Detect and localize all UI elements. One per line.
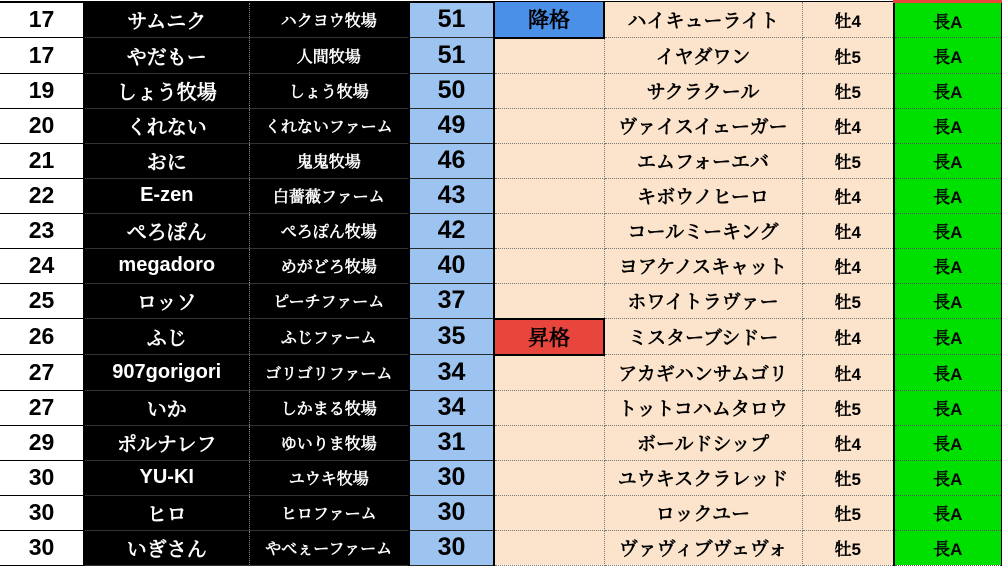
sex-age-cell: 牡5 — [802, 283, 894, 319]
sex-age-cell: 牡5 — [802, 73, 894, 108]
movement-cell — [494, 283, 604, 319]
sex-age-cell: 牡5 — [802, 38, 894, 74]
horse-name-cell: ボールドシップ — [604, 425, 802, 460]
farm-cell: 鬼鬼牧場 — [249, 143, 409, 178]
distance-aptitude-cell: 長A — [894, 390, 1001, 425]
sex-age-cell: 牡5 — [802, 143, 894, 178]
horse-name-cell: コールミーキング — [604, 213, 802, 248]
horse-name-cell: エムフォーエバ — [604, 143, 802, 178]
sex-age-cell: 牡5 — [802, 530, 894, 565]
rank-cell: 27 — [0, 355, 84, 391]
owner-cell: ヒロ — [84, 495, 249, 530]
horse-name-cell: キボウノヒーロ — [604, 178, 802, 213]
horse-name-cell: ヴァイスイェーガー — [604, 108, 802, 143]
table-row — [0, 38, 1001, 74]
rank-cell: 19 — [0, 73, 84, 108]
points-cell: 30 — [409, 495, 494, 530]
rank-cell: 30 — [0, 530, 84, 565]
distance-aptitude-cell: 長A — [894, 213, 1001, 248]
table-row — [0, 390, 1001, 425]
horse-name-cell: ミスターブシドー — [604, 319, 802, 355]
movement-cell — [494, 425, 604, 460]
table-row — [0, 2, 1001, 38]
table-row — [0, 530, 1001, 565]
movement-cell — [494, 73, 604, 108]
distance-aptitude-cell: 長A — [894, 248, 1001, 283]
points-cell: 31 — [409, 425, 494, 460]
farm-cell: ヒロファーム — [249, 495, 409, 530]
horse-name-cell: サクラクール — [604, 73, 802, 108]
points-cell: 35 — [409, 319, 494, 355]
horse-name-cell: アカギハンサムゴリ — [604, 355, 802, 391]
movement-cell — [494, 460, 604, 495]
distance-aptitude-cell: 長A — [894, 108, 1001, 143]
sex-age-cell: 牡4 — [802, 178, 894, 213]
distance-aptitude-cell: 長A — [894, 319, 1001, 355]
rank-cell: 21 — [0, 143, 84, 178]
sex-age-cell: 牡4 — [802, 248, 894, 283]
points-cell: 37 — [409, 283, 494, 319]
farm-cell: しかまる牧場 — [249, 390, 409, 425]
table-row — [0, 283, 1001, 319]
movement-cell — [494, 530, 604, 565]
table-body — [0, 2, 1001, 566]
table-row — [0, 460, 1001, 495]
rank-cell: 22 — [0, 178, 84, 213]
farm-cell: しょう牧場 — [249, 73, 409, 108]
owner-cell: YU-KI — [84, 460, 249, 495]
movement-cell: 昇格 — [494, 319, 604, 355]
horse-name-cell: ハイキューライト — [604, 2, 802, 38]
points-cell: 40 — [409, 248, 494, 283]
points-cell: 46 — [409, 143, 494, 178]
farm-cell: ゆいりま牧場 — [249, 425, 409, 460]
sex-age-cell: 牡4 — [802, 425, 894, 460]
table-row — [0, 143, 1001, 178]
distance-aptitude-cell: 長A — [894, 38, 1001, 74]
points-cell: 34 — [409, 390, 494, 425]
table-row — [0, 355, 1001, 391]
movement-cell — [494, 178, 604, 213]
points-cell: 49 — [409, 108, 494, 143]
table-row — [0, 73, 1001, 108]
distance-aptitude-cell: 長A — [894, 425, 1001, 460]
points-cell: 42 — [409, 213, 494, 248]
rank-cell: 26 — [0, 319, 84, 355]
distance-aptitude-cell: 長A — [894, 143, 1001, 178]
farm-cell: ぺろぽん牧場 — [249, 213, 409, 248]
owner-cell: くれない — [84, 108, 249, 143]
table-row — [0, 108, 1001, 143]
horse-name-cell: ユウキスクラレッド — [604, 460, 802, 495]
farm-cell: やべぇーファーム — [249, 530, 409, 565]
farm-cell: ピーチファーム — [249, 283, 409, 319]
farm-cell: 白薔薇ファーム — [249, 178, 409, 213]
farm-cell: 人間牧場 — [249, 38, 409, 74]
horse-name-cell: ヨアケノスキャット — [604, 248, 802, 283]
movement-cell — [494, 355, 604, 391]
movement-cell — [494, 143, 604, 178]
sex-age-cell: 牡5 — [802, 390, 894, 425]
sex-age-cell: 牡5 — [802, 495, 894, 530]
owner-cell: E-zen — [84, 178, 249, 213]
rank-cell: 17 — [0, 2, 84, 38]
movement-cell — [494, 38, 604, 74]
rank-cell: 23 — [0, 213, 84, 248]
distance-aptitude-cell: 長A — [894, 2, 1001, 38]
movement-cell — [494, 495, 604, 530]
rank-cell: 30 — [0, 460, 84, 495]
owner-cell: ぺろぽん — [84, 213, 249, 248]
horse-name-cell: イヤダワン — [604, 38, 802, 74]
points-cell: 43 — [409, 178, 494, 213]
distance-aptitude-cell: 長A — [894, 355, 1001, 391]
distance-aptitude-cell: 長A — [894, 73, 1001, 108]
movement-cell — [494, 213, 604, 248]
distance-aptitude-cell: 長A — [894, 460, 1001, 495]
distance-aptitude-cell: 長A — [894, 495, 1001, 530]
farm-cell: めがどろ牧場 — [249, 248, 409, 283]
owner-cell: 907gorigori — [84, 355, 249, 391]
distance-aptitude-cell: 長A — [894, 178, 1001, 213]
points-cell: 50 — [409, 73, 494, 108]
rank-cell: 17 — [0, 38, 84, 74]
rank-cell: 27 — [0, 390, 84, 425]
table-row — [0, 425, 1001, 460]
farm-cell: ふじファーム — [249, 319, 409, 355]
movement-cell: 降格 — [494, 2, 604, 38]
owner-cell: おに — [84, 143, 249, 178]
distance-aptitude-cell: 長A — [894, 530, 1001, 565]
movement-cell — [494, 108, 604, 143]
sex-age-cell: 牡4 — [802, 213, 894, 248]
movement-cell — [494, 248, 604, 283]
horse-name-cell: ヴァヴィブヴェヴォ — [604, 530, 802, 565]
rank-cell: 30 — [0, 495, 84, 530]
points-cell: 30 — [409, 530, 494, 565]
owner-cell: megadoro — [84, 248, 249, 283]
owner-cell: ロッソ — [84, 283, 249, 319]
owner-cell: ふじ — [84, 319, 249, 355]
rank-cell: 24 — [0, 248, 84, 283]
movement-cell — [494, 390, 604, 425]
table-row — [0, 213, 1001, 248]
points-cell: 51 — [409, 38, 494, 74]
sex-age-cell: 牡4 — [802, 2, 894, 38]
sex-age-cell: 牡4 — [802, 319, 894, 355]
farm-cell: ゴリゴリファーム — [249, 355, 409, 391]
owner-cell: ポルナレフ — [84, 425, 249, 460]
owner-cell: サムニク — [84, 2, 249, 38]
points-cell: 34 — [409, 355, 494, 391]
horse-name-cell: ホワイトラヴァー — [604, 283, 802, 319]
rank-cell: 20 — [0, 108, 84, 143]
rank-cell: 29 — [0, 425, 84, 460]
points-cell: 51 — [409, 2, 494, 38]
sex-age-cell: 牡4 — [802, 355, 894, 391]
sex-age-cell: 牡5 — [802, 460, 894, 495]
horse-name-cell: ロックユー — [604, 495, 802, 530]
farm-cell: ユウキ牧場 — [249, 460, 409, 495]
farm-cell: ハクヨウ牧場 — [249, 2, 409, 38]
sex-age-cell: 牡4 — [802, 108, 894, 143]
owner-cell: いか — [84, 390, 249, 425]
rank-cell: 25 — [0, 283, 84, 319]
table-row — [0, 495, 1001, 530]
owner-cell: やだもー — [84, 38, 249, 74]
table-row — [0, 319, 1001, 355]
table-row — [0, 248, 1001, 283]
owner-cell: しょう牧場 — [84, 73, 249, 108]
farm-cell: くれないファーム — [249, 108, 409, 143]
table-row — [0, 178, 1001, 213]
points-cell: 30 — [409, 460, 494, 495]
distance-aptitude-cell: 長A — [894, 283, 1001, 319]
owner-cell: いぎさん — [84, 530, 249, 565]
horse-name-cell: トットコハムタロウ — [604, 390, 802, 425]
